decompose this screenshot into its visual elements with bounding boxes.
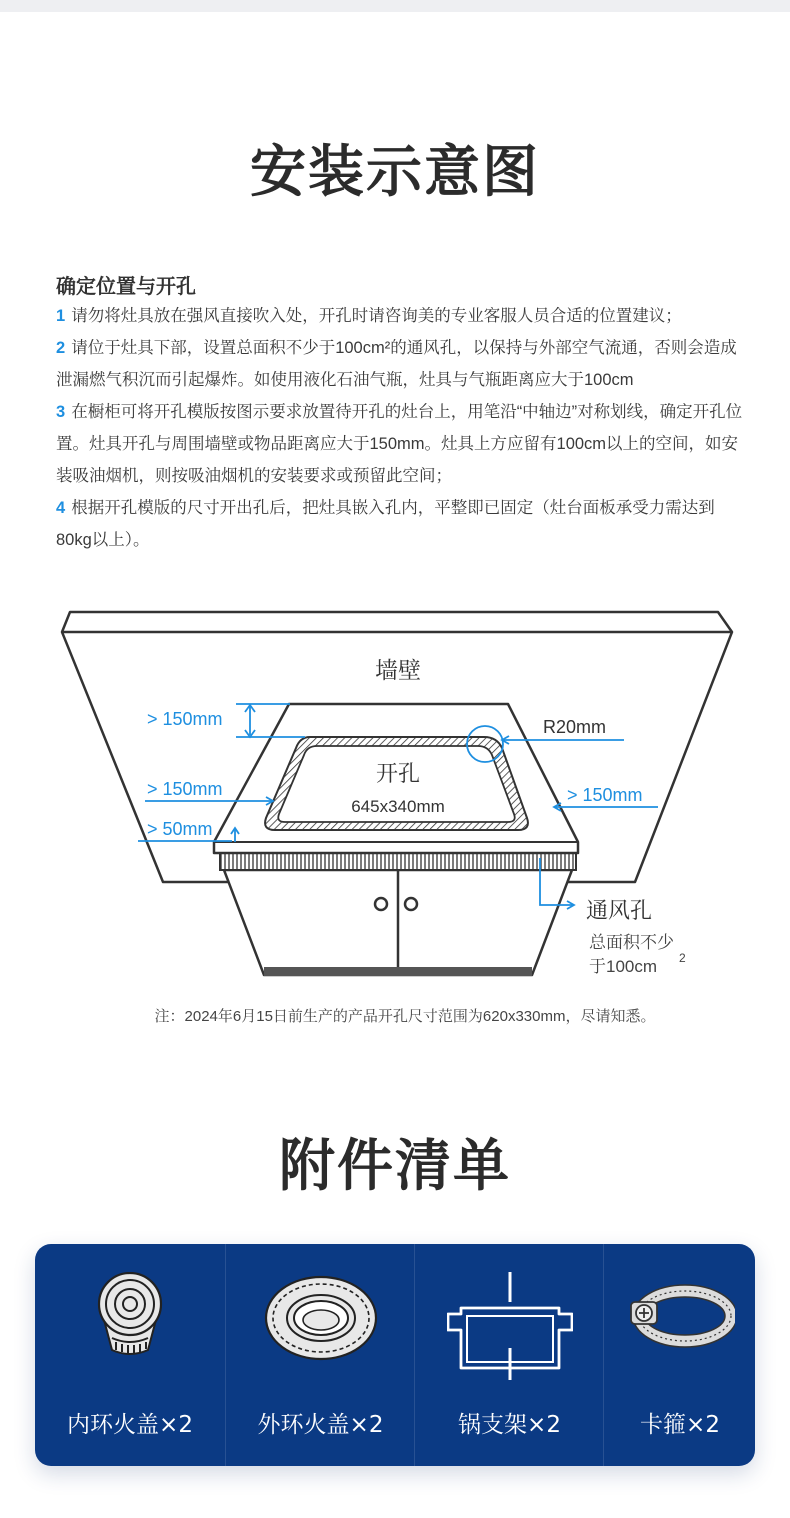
step-number: 3 — [56, 403, 66, 421]
hole-label: 开孔 — [375, 761, 421, 786]
dim-front-label: > 50mm — [147, 819, 213, 839]
step-number: 4 — [56, 499, 66, 517]
step-1 — [56, 300, 746, 332]
install-steps — [56, 300, 746, 556]
radius-label: R20mm — [543, 717, 607, 737]
vent-strip — [220, 853, 576, 870]
wall-label: 墙壁 — [375, 657, 421, 683]
outer-burner-cap-icon — [263, 1272, 379, 1362]
top-bar — [0, 0, 790, 12]
accessory-inner-cap — [35, 1244, 225, 1466]
installation-diagram — [0, 598, 790, 988]
accessories-title: 附件清单 — [279, 1134, 511, 1199]
note-text: 注：2024年6月15日前生产的产品开孔尺寸范围为620x330mm，尽请知悉。 — [154, 1008, 656, 1025]
inner-burner-cap-icon — [90, 1272, 170, 1376]
step-number: 1 — [56, 307, 66, 325]
vent-desc-line2: 于100cm — [589, 957, 658, 976]
accessory-label: 内环火盖×2 — [67, 1412, 193, 1438]
step-4 — [56, 492, 746, 556]
step-text: 请勿将灶具放在强风直接吹入处，开孔时请咨询美的专业客服人员合适的位置建议； — [71, 307, 682, 325]
step-text: 根据开孔模版的尺寸开出孔后，把灶具嵌入孔内，平整即已固定（灶台面板承受力需达到80kg以上）。 — [56, 499, 715, 549]
door-knob-right — [405, 898, 417, 910]
step-text: 在橱柜可将开孔模版按图示要求放置待开孔的灶台上，用笔沿“中轴边”对称划线，确定开孔位置。灶具开孔与周围墙壁或物品距离应大于150mm。灶具上方应留有100cm以上的空间，如安装吸油烟机，则按吸油烟机的安装要求或预留此空间； — [56, 403, 743, 485]
install-title: 安装示意图 — [250, 140, 540, 205]
section-title: 确定位置与开孔 — [56, 274, 196, 298]
hole-size: 645x340mm — [351, 797, 445, 816]
vent-desc-superscript: 2 — [679, 951, 686, 965]
accessory-label: 卡箍×2 — [640, 1412, 720, 1438]
accessories-panel — [35, 1244, 755, 1466]
accessory-outer-cap — [225, 1244, 415, 1466]
hose-clamp-icon — [625, 1272, 735, 1352]
dim-top-label: > 150mm — [147, 709, 223, 729]
accessory-pot-support — [414, 1244, 604, 1466]
accessory-label: 外环火盖×2 — [257, 1412, 384, 1438]
step-3 — [56, 396, 746, 492]
door-knob-left — [375, 898, 387, 910]
pot-support-icon — [447, 1272, 573, 1380]
accessory-label: 锅支架×2 — [458, 1412, 561, 1438]
vent-desc-line1: 总面积不少 — [589, 933, 674, 952]
accessory-hose-clamp — [603, 1244, 755, 1466]
step-number: 2 — [56, 339, 66, 357]
cabinet — [224, 870, 572, 976]
step-2 — [56, 332, 746, 396]
step-text: 请位于灶具下部，设置总面积不少于100cm²的通风孔，以保持与外部空气流通，否则会造成泄漏燃气积沉而引起爆炸。如使用液化石油气瓶，灶具与气瓶距离应大于100cm — [56, 339, 737, 389]
vent-label: 通风孔 — [586, 898, 653, 923]
dim-right-label: > 150mm — [567, 785, 643, 805]
dim-left-label: > 150mm — [147, 779, 223, 799]
